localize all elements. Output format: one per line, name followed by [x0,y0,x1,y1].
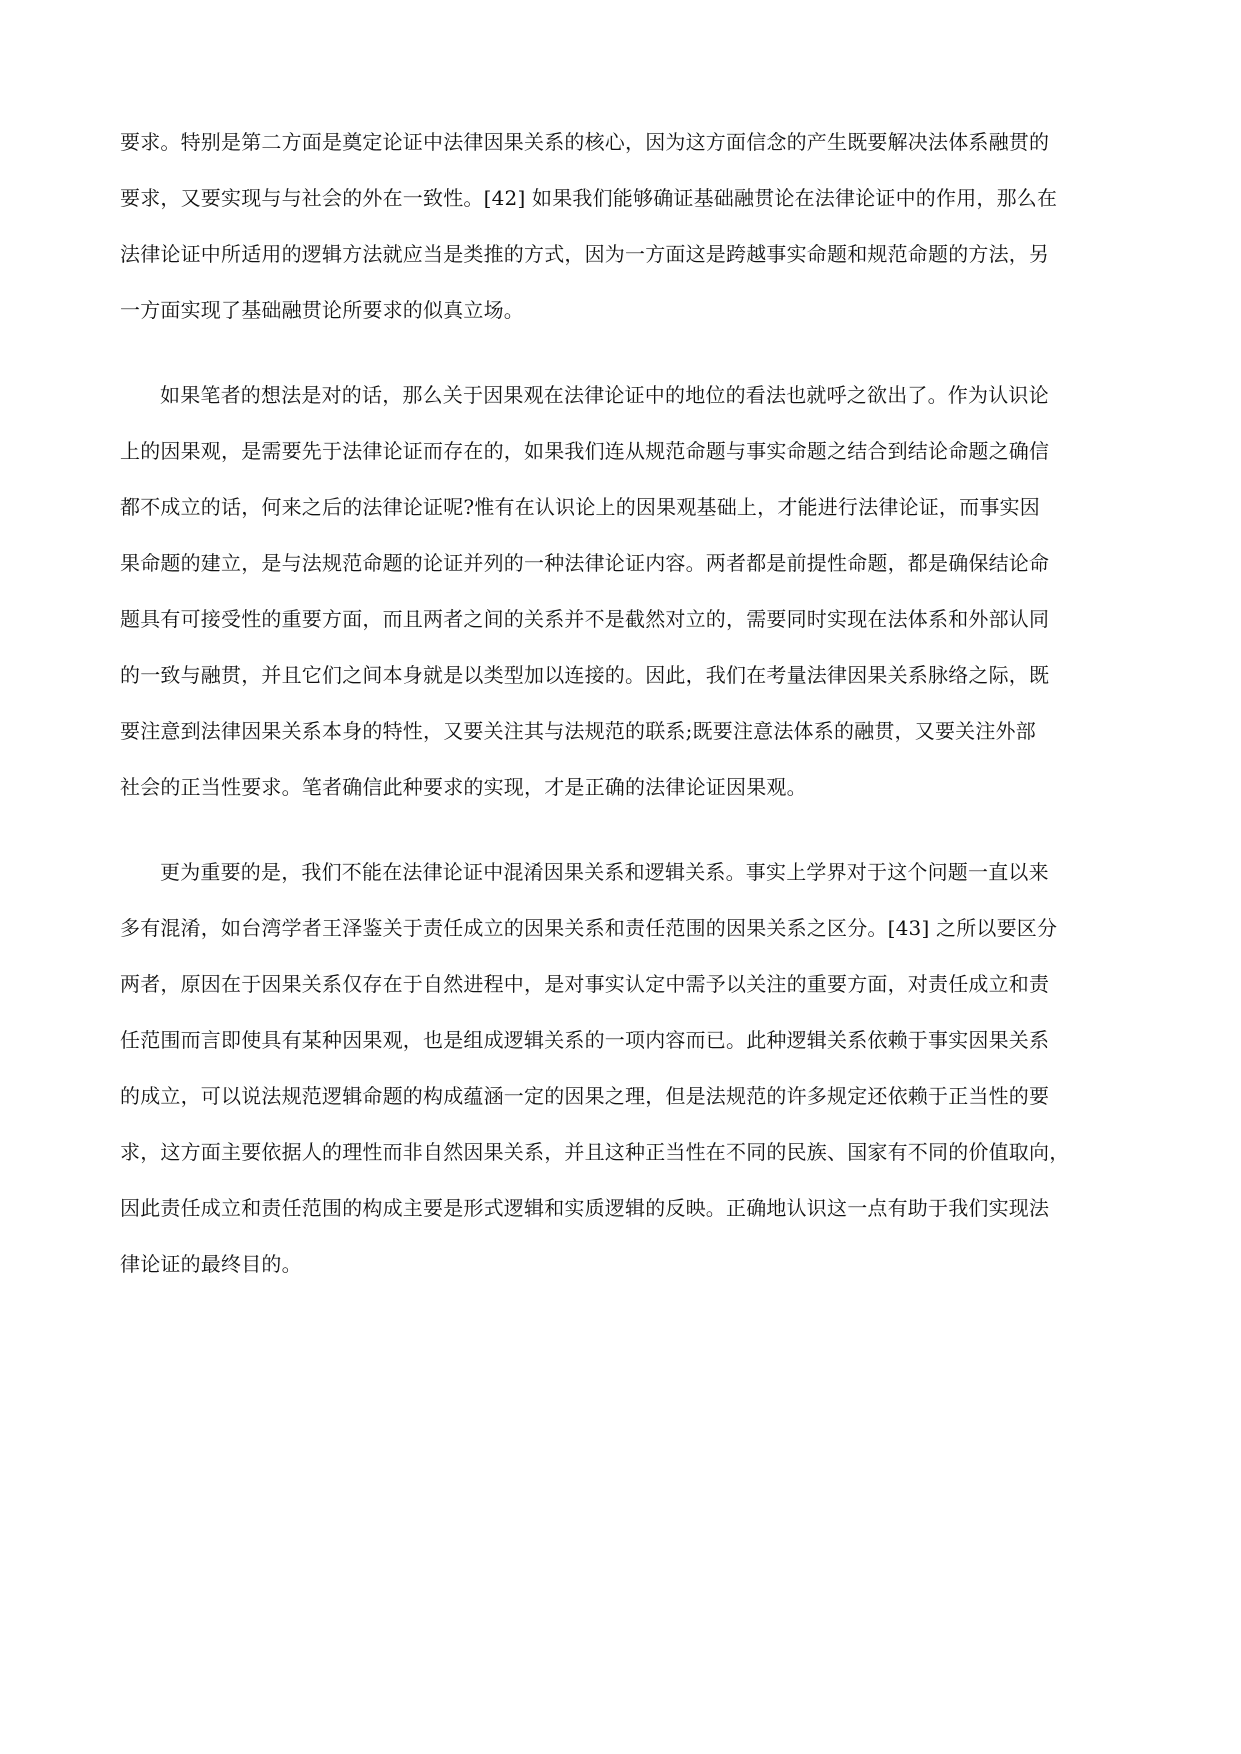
text-line: 的成立，可以说法规范逻辑命题的构成蕴涵一定的因果之理，但是法规范的许多规定还依赖于正当性的要 [120,1084,1050,1108]
text-line: 更为重要的是，我们不能在法律论证中混淆因果关系和逻辑关系。事实上学界对于这个问题一直以来 [160,860,1049,884]
text-line: 一方面实现了基础融贯论所要求的似真立场。 [120,298,524,322]
text-line: 果命题的建立，是与法规范命题的论证并列的一种法律论证内容。两者都是前提性命题，都是确保结论命 [120,551,1050,575]
text-line: 求，这方面主要依据人的理性而非自然因果关系，并且这种正当性在不同的民族、国家有不同的价值取向， [120,1140,1070,1164]
text-line: 法律论证中所适用的逻辑方法就应当是类推的方式，因为一方面这是跨越事实命题和规范命题的方法，另 [120,242,1050,266]
text-line: 因此责任成立和责任范围的构成主要是形式逻辑和实质逻辑的反映。正确地认识这一点有助于我们实现法 [120,1196,1050,1220]
text-line: 社会的正当性要求。笔者确信此种要求的实现，才是正确的法律论证因果观。 [120,775,807,799]
text-line: 任范围而言即使具有某种因果观，也是组成逻辑关系的一项内容而已。此种逻辑关系依赖于事实因果关系 [120,1028,1050,1052]
text-line: 要求，又要实现与与社会的外在一致性。[42] 如果我们能够确证基础融贯论在法律论证中的作用，那么在 [120,186,1058,210]
text-line: 多有混淆，如台湾学者王泽鉴关于责任成立的因果关系和责任范围的因果关系之区分。[43] 之所以要区分 [120,916,1058,940]
text-line: 题具有可接受性的重要方面，而且两者之间的关系并不是截然对立的，需要同时实现在法体系和外部认同 [120,607,1050,631]
text-line: 两者，原因在于因果关系仅存在于自然进程中，是对事实认定中需予以关注的重要方面，对责任成立和责 [120,972,1050,996]
text-line: 如果笔者的想法是对的话，那么关于因果观在法律论证中的地位的看法也就呼之欲出了。作为认识论 [160,383,1049,407]
text-line: 要注意到法律因果关系本身的特性，又要关注其与法规范的联系;既要注意法体系的融贯，又要关注外部 [120,719,1036,743]
text-line: 律论证的最终目的。 [120,1252,302,1276]
text-line: 都不成立的话，何来之后的法律论证呢?惟有在认识论上的因果观基础上，才能进行法律论证，而事实因 [120,495,1040,519]
text-line: 要求。特别是第二方面是奠定论证中法律因果关系的核心，因为这方面信念的产生既要解决法体系融贯的 [120,130,1050,154]
text-line: 的一致与融贯，并且它们之间本身就是以类型加以连接的。因此，我们在考量法律因果关系脉络之际，既 [120,663,1050,687]
text-line: 上的因果观，是需要先于法律论证而存在的，如果我们连从规范命题与事实命题之结合到结论命题之确信 [120,439,1050,463]
